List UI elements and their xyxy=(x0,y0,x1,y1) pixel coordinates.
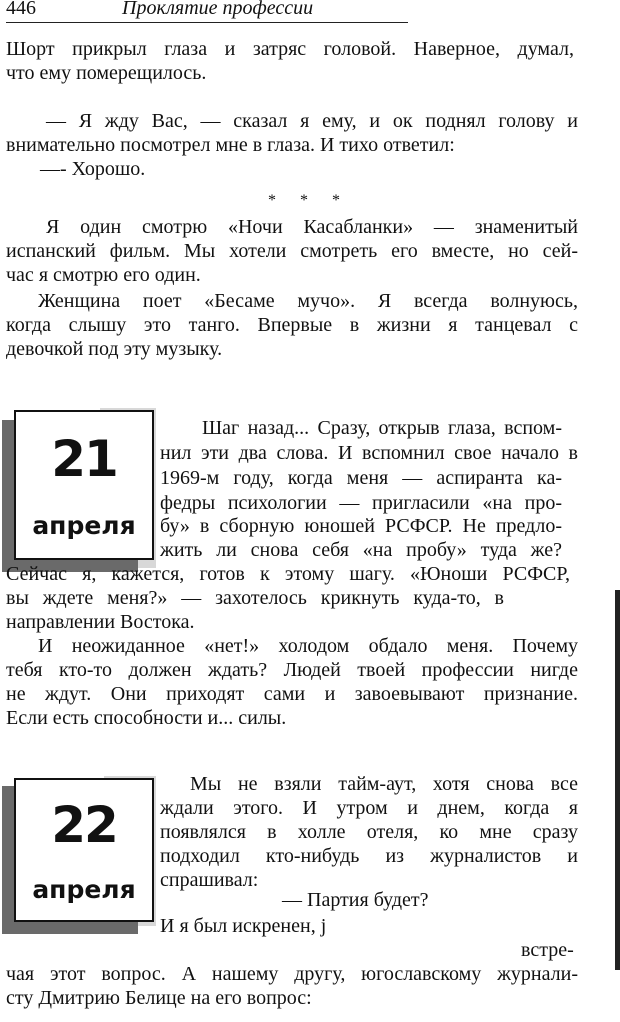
text-line: Женщина поет «Бесаме мучо». Я всегда волнуюсь, xyxy=(38,290,578,312)
text-line: Сейчас я, кажется, готов к этому шагу. «Юноши РСФСР, xyxy=(6,563,570,585)
text-line: подходил кто-нибудь из журналистов и xyxy=(160,845,578,867)
text-line: не ждут. Они приходят сами и завоевывают признание. xyxy=(6,683,578,705)
text-line: что ему померещилось. xyxy=(6,62,207,84)
header-rule xyxy=(6,22,408,23)
text-line: Шаг назад... Сразу, открыв глаза, вспом- xyxy=(202,417,562,439)
text-line: внимательно посмотрел мне в глаза. И тихо ответил: xyxy=(6,134,455,156)
text-line: — Партия будет? xyxy=(282,889,429,911)
running-title: Проклятие профессии xyxy=(122,0,314,19)
text-line: спрашивал: xyxy=(160,869,259,891)
text-line: нил эти два слова. И вспомнил свое начало в xyxy=(160,442,578,464)
text-line: девочкой под эту музыку. xyxy=(6,338,223,360)
text-line: чая этот вопрос. А нашему другу, югославскому журнали- xyxy=(6,963,578,985)
text-line: — Я жду Вас, — сказал я ему, и ок поднял голову и xyxy=(46,110,578,132)
text-line: ждали этого. И утром и днем, когда я xyxy=(160,797,578,819)
text-line: тебя кто-то должен ждать? Людей твоей профессии нигде xyxy=(6,659,578,681)
calendar-day: 22 xyxy=(51,796,117,854)
calendar-page xyxy=(14,778,154,922)
text-line: вы ждете меня?» — захотелось крикнуть куда-то, в xyxy=(6,587,504,609)
section-break: * * * xyxy=(268,192,350,209)
text-line: появлялся в холле отеля, ко мне сразу xyxy=(160,821,578,843)
text-line: час я смотрю его один. xyxy=(6,264,201,286)
calendar-day: 21 xyxy=(51,430,117,488)
text-line: Если есть способности и... силы. xyxy=(6,707,287,729)
text-line: встре- xyxy=(521,939,574,961)
text-line: Я один смотрю «Ночи Касабланки» — знаменитый xyxy=(46,216,578,238)
calendar-page xyxy=(14,410,154,560)
text-line: сту Дмитрию Белице на его вопрос: xyxy=(6,987,312,1009)
text-line: И неожиданное «нет!» холодом обдало меня. Почему xyxy=(38,635,578,657)
text-line: когда слышу это танго. Впервые в жизни я танцевал с xyxy=(6,314,578,336)
text-line: бу» в сборную юношей РСФСР. Не предло- xyxy=(160,515,562,537)
text-line: направлении Востока. xyxy=(6,611,195,633)
page-number: 446 xyxy=(6,0,36,19)
calendar-month: апреля xyxy=(32,511,136,540)
text-line: жить ли снова себя «на пробу» туда же? xyxy=(160,539,562,561)
text-line: испанский фильм. Мы хотели смотреть его вместе, но сей- xyxy=(6,240,578,262)
text-line: —- Хорошо. xyxy=(40,158,146,180)
text-line: 1969-м году, когда меня — аспиранта ка- xyxy=(160,467,562,489)
text-line: федры психологии — пригласили «на про- xyxy=(160,492,562,514)
text-line: Мы не взяли тайм-аут, хотя снова все xyxy=(190,773,578,795)
margin-mark xyxy=(615,590,620,970)
text-line: Шорт прикрыл глаза и затряс головой. Наверное, думал, xyxy=(6,38,574,60)
text-line: И я был искренен, j xyxy=(160,915,327,937)
calendar-month: апреля xyxy=(32,875,136,904)
